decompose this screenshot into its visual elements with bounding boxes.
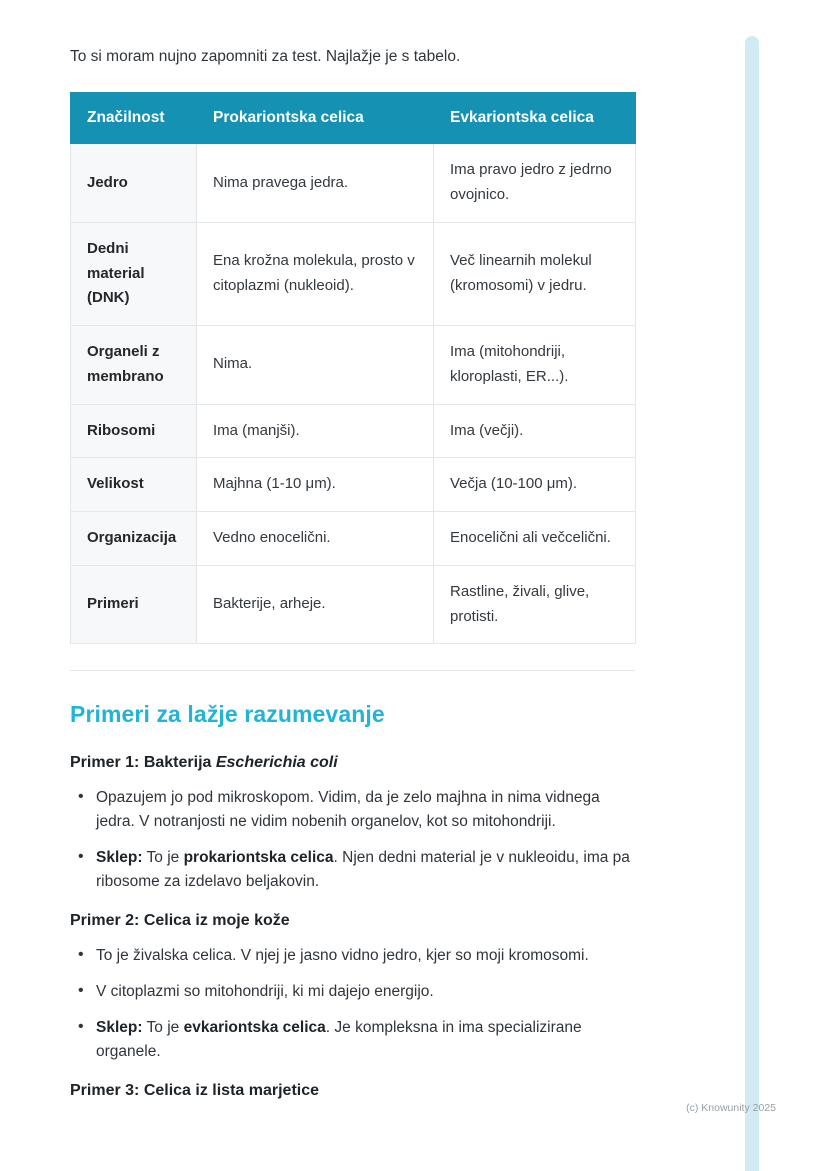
bullet-text: . Njen dedni material je v nukleoidu, ima pa ribosome za izdelavo beljakovin. [96, 849, 630, 891]
row-label-cell: Jedro [71, 144, 197, 223]
table-cell: Enocelični ali večcelični. [434, 512, 636, 566]
row-label-cell: Organizacija [71, 512, 197, 566]
table-header-cell: Evkariontska celica [434, 93, 636, 144]
row-label-cell: Velikost [71, 458, 197, 512]
table-cell: Rastline, živali, glive, protisti. [434, 565, 636, 644]
example-1-title [70, 754, 635, 772]
list-item [70, 786, 635, 834]
example-2-bullets [70, 944, 635, 1064]
example-title-italic: Escherichia coli [215, 754, 338, 772]
example-3-title: Primer 3: Celica iz lista marjetice [70, 1082, 320, 1100]
table-cell: Ima (mitohondriji, kloroplasti, ER...). [434, 326, 636, 405]
table-cell: Ima (večji). [434, 404, 636, 458]
table-row [71, 404, 636, 458]
table-header-row [71, 93, 636, 144]
bullet-text: To je [142, 1019, 184, 1037]
bullet-bold-term: evkariontska celica [183, 1019, 326, 1037]
scrollbar-track[interactable] [745, 36, 759, 1171]
table-cell: Ima pravo jedro z jedrno ovojnico. [434, 144, 636, 223]
bullet-text: To je živalska celica. V njej je jasno vidno jedro, kjer so moji kromosomi. [96, 947, 589, 965]
row-label-cell: Organeli z membrano [71, 326, 197, 405]
bullet-text: To je [142, 849, 184, 867]
bullet-text: . Je kompleksna in ima specializirane organele. [96, 1019, 582, 1061]
table-cell: Nima. [197, 326, 434, 405]
example-2-title: Primer 2: Celica iz moje kože [70, 912, 290, 930]
bullet-text: V citoplazmi so mitohondriji, ki mi dajejo energijo. [96, 983, 434, 1001]
table-cell: Nima pravega jedra. [197, 144, 434, 223]
table-row [71, 512, 636, 566]
table-cell: Več linearnih molekul (kromosomi) v jedru. [434, 222, 636, 325]
list-item [70, 944, 635, 968]
table-header-cell: Prokariontska celica [197, 93, 434, 144]
bullet-bold-label: Sklep: [96, 1019, 143, 1037]
row-label-cell: Dedni material (DNK) [71, 222, 197, 325]
table-row [71, 565, 636, 644]
row-label-cell: Ribosomi [71, 404, 197, 458]
table-cell: Vedno enocelični. [197, 512, 434, 566]
intro-paragraph: To si moram nujno zapomniti za test. Najlažje je s tabelo. [70, 48, 461, 65]
table-cell: Večja (10-100 μm). [434, 458, 636, 512]
table-row [71, 222, 636, 325]
table-header-cell: Značilnost [71, 93, 197, 144]
table-cell: Bakterije, arheje. [197, 565, 434, 644]
table-cell: Ena krožna molekula, prosto v citoplazmi (nukleoid). [197, 222, 434, 325]
list-item [70, 980, 635, 1004]
row-label-cell: Primeri [71, 565, 197, 644]
table-row [71, 458, 636, 512]
section-heading: Primeri za lažje razumevanje [70, 701, 385, 728]
document-content [70, 45, 635, 1114]
bullet-bold-label: Sklep: [96, 849, 143, 867]
table-cell: Ima (manjši). [197, 404, 434, 458]
example-1-bullets [70, 786, 635, 894]
comparison-table [70, 92, 636, 644]
table-row [71, 144, 636, 223]
watermark: (c) Knowunity 2025 [686, 1102, 776, 1114]
bullet-bold-term: prokariontska celica [183, 849, 334, 867]
example-title-text: Primer 1: Bakterija [70, 754, 216, 772]
table-cell: Majhna (1-10 μm). [197, 458, 434, 512]
list-item [70, 1016, 635, 1064]
list-item [70, 846, 635, 894]
table-row [71, 326, 636, 405]
bullet-text: Opazujem jo pod mikroskopom. Vidim, da je zelo majhna in nima vidnega jedra. V notranjosti ne vidim nobenih organelov, kot so mitohondriji. [96, 789, 600, 831]
section-divider [70, 670, 635, 671]
